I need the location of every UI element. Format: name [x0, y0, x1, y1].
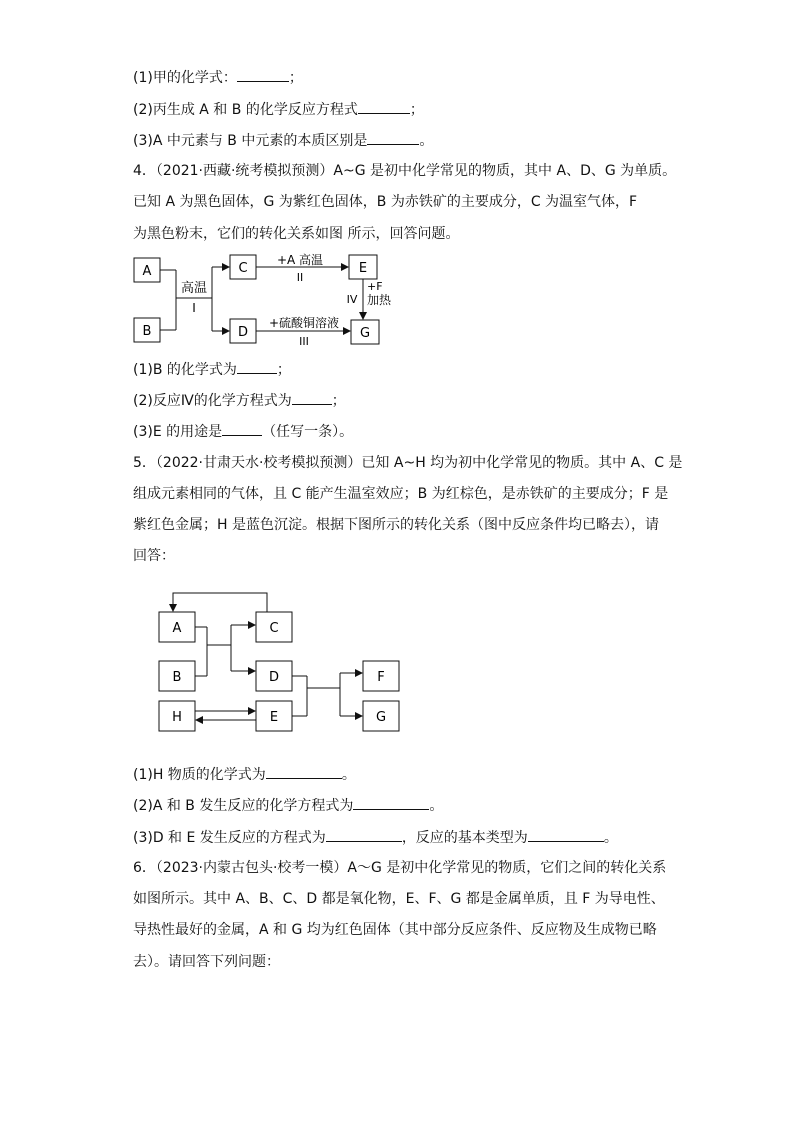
q5-sub3-end: 。	[603, 830, 618, 846]
node-label-D: D	[237, 325, 249, 340]
node-label-E: E	[269, 710, 279, 725]
q4-diagram-svg	[128, 252, 408, 348]
reaction-number-3: III	[299, 335, 309, 348]
node-label-D: D	[268, 670, 280, 685]
q4-diagram	[128, 252, 408, 348]
q6-para-3: 导热性最好的金属，A 和 G 均为红色固体（其中部分反应条件、反应物及生成物已略	[133, 922, 657, 938]
q5-para-1: 5．（2022·甘肃天水·校考模拟预测）已知 A~H 均为初中化学常见的物质。其中 A、C 是	[133, 455, 683, 471]
answer-blank[interactable]	[353, 795, 429, 810]
q6-para-4: 去）。请回答下列问题：	[133, 954, 280, 970]
condition-label-1: 高温	[180, 281, 208, 296]
answer-blank[interactable]	[222, 421, 262, 436]
q3-sub3-text: (3)A 中元素与 B 中元素的本质区别是	[133, 133, 368, 149]
q4-para-1: 4．（2021·西藏·统考模拟预测）A~G 是初中化学常见的物质，其中 A、D、G 为单质。	[133, 163, 677, 179]
q5-para-2: 组成元素相同的气体，且 C 能产生温室效应；B 为红棕色，是赤铁矿的主要成分；F 是	[133, 486, 669, 502]
q4-sub1-end: ；	[276, 362, 291, 378]
answer-blank[interactable]	[266, 764, 342, 779]
q4-sub2	[133, 390, 346, 411]
reaction-number-1: I	[192, 301, 196, 315]
condition-label-3: +硫酸铜溶液	[268, 316, 340, 330]
q3-sub3	[133, 130, 433, 151]
q5-diagram-svg	[150, 585, 410, 735]
q3-sub1-text: (1)甲的化学式：	[133, 70, 237, 86]
q4-sub3-end: （任写一条）。	[262, 424, 354, 440]
node-label-G: G	[359, 326, 371, 341]
q3-sub1-end: ；	[288, 70, 303, 86]
node-label-A: A	[172, 621, 182, 636]
node-label-H: H	[172, 710, 182, 725]
q3-sub2-end: ；	[409, 102, 424, 118]
condition-label-2: +A 高温	[276, 253, 324, 267]
node-label-E: E	[358, 261, 368, 276]
q3-sub1	[133, 67, 303, 88]
answer-blank[interactable]	[367, 130, 419, 145]
reaction-number-4: IV	[346, 293, 358, 306]
q5-sub2-text: (2)A 和 B 发生反应的化学方程式为	[133, 798, 354, 814]
condition-label-4a: +F	[367, 280, 383, 293]
node-label-C: C	[269, 621, 279, 636]
node-label-G: G	[375, 710, 387, 725]
node-label-A: A	[142, 264, 152, 279]
answer-blank[interactable]	[237, 359, 277, 374]
q3-sub3-end: 。	[419, 133, 434, 149]
answer-blank[interactable]	[292, 390, 332, 405]
node-label-B: B	[142, 324, 152, 339]
q4-sub2-end: ；	[331, 393, 346, 409]
node-label-C: C	[238, 261, 248, 276]
q4-sub3	[133, 421, 353, 442]
answer-blank[interactable]	[326, 827, 402, 842]
q4-sub1-text: (1)B 的化学式为	[133, 362, 237, 378]
q5-para-3: 紫红色金属；H 是蓝色沉淀。根据下图所示的转化关系（图中反应条件均已略去），请	[133, 517, 659, 533]
q4-para-3: 为黑色粉末，它们的转化关系如图 所示，回答问题。	[133, 226, 460, 242]
q6-para-2: 如图所示。其中 A、B、C、D 都是氧化物，E、F、G 都是金属单质，且 F 为导电性、	[133, 891, 665, 907]
q5-sub2-end: 。	[429, 798, 444, 814]
q4-sub2-text: (2)反应Ⅳ的化学方程式为	[133, 393, 292, 409]
arrow-C-to-A	[173, 593, 267, 612]
q6-para-1: 6．（2023·内蒙古包头·校考一模）A～G 是初中化学常见的物质，它们之间的转化关系	[133, 860, 667, 876]
q4-sub3-text: (3)E 的用途是	[133, 424, 223, 440]
answer-blank[interactable]	[358, 99, 410, 114]
q4-para-2: 已知 A 为黑色固体，G 为紫红色固体，B 为赤铁矿的主要成分，C 为温室气体，F	[133, 194, 638, 210]
q5-sub3-mid: ，反应的基本类型为	[401, 830, 528, 846]
q3-sub2-text: (2)丙生成 A 和 B 的化学反应方程式	[133, 102, 358, 118]
q4-sub1	[133, 359, 291, 380]
q5-diagram	[150, 585, 410, 735]
node-label-B: B	[172, 670, 182, 685]
q5-sub1-end: 。	[341, 767, 356, 783]
q5-para-4: 回答：	[133, 548, 175, 564]
q5-sub2	[133, 795, 443, 816]
answer-blank[interactable]	[528, 827, 604, 842]
condition-label-4b: 加热	[367, 293, 392, 307]
q5-sub3-text: (3)D 和 E 发生反应的方程式为	[133, 830, 326, 846]
node-label-F: F	[377, 670, 385, 685]
q5-sub1	[133, 764, 356, 785]
q5-sub1-text: (1)H 物质的化学式为	[133, 767, 266, 783]
answer-blank[interactable]	[237, 67, 289, 82]
q5-sub3	[133, 827, 618, 848]
q3-sub2	[133, 99, 424, 120]
reaction-number-2: II	[296, 271, 304, 284]
